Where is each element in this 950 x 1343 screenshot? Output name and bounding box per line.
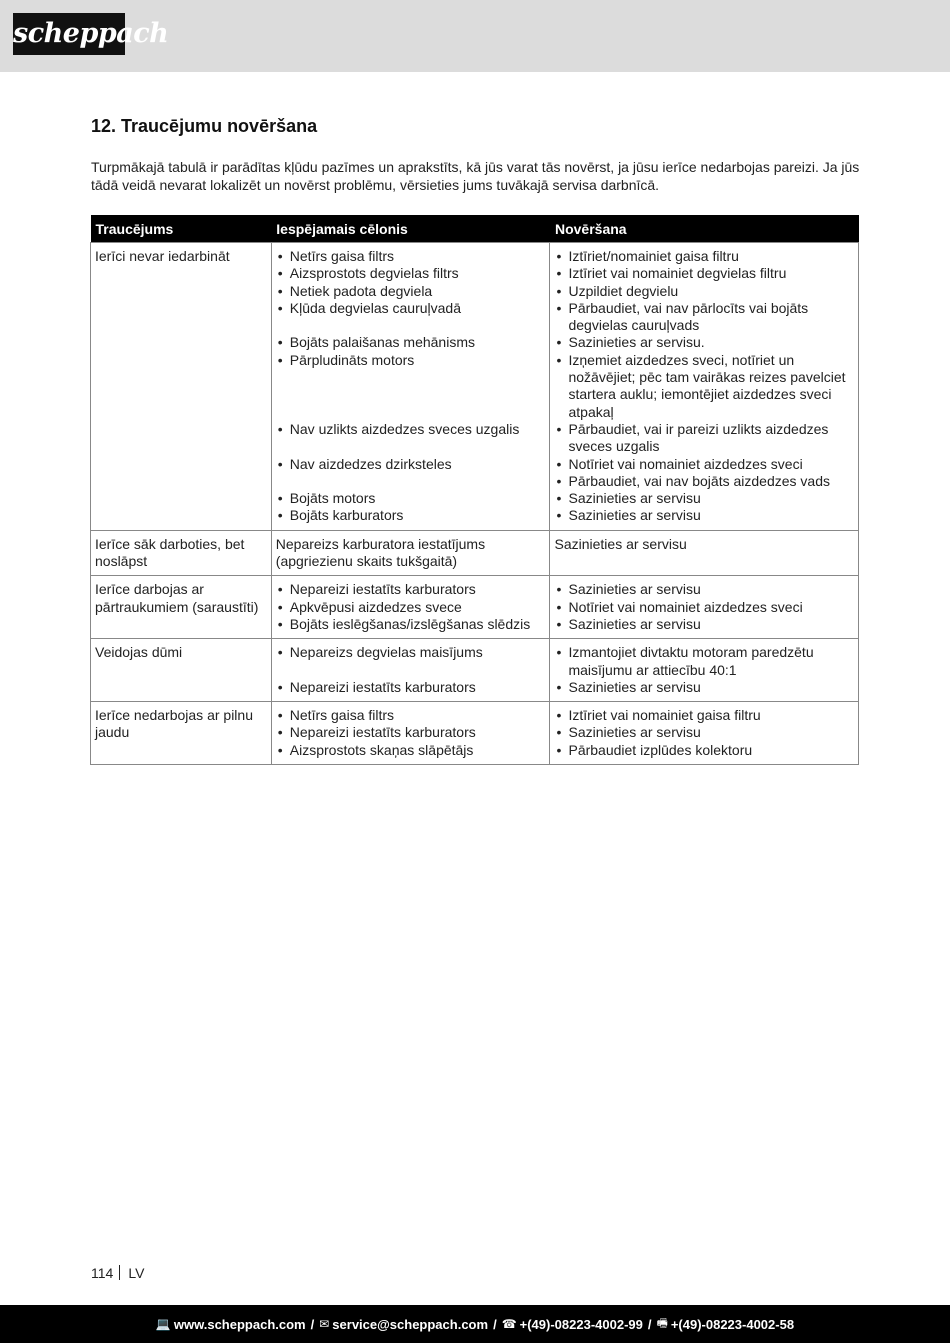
page-number-value: 114	[91, 1265, 114, 1281]
footer-email[interactable]: service@scheppach.com	[332, 1316, 489, 1332]
footer-phone: +(49)-08223-4002-99	[519, 1316, 643, 1332]
fault-cell: Ierīce sāk darboties, bet noslāpst	[91, 530, 272, 576]
cause-item-list	[276, 248, 546, 525]
remedy-cell	[550, 576, 859, 639]
page-number-divider	[119, 1265, 120, 1280]
cause-item: • Nav aizdedzes dzirksteles	[276, 456, 546, 473]
remedy-item: • Izmantojiet divtaktu motoram paredzētu maisījumu ar attiecību 40:1	[554, 644, 854, 679]
table-row	[91, 530, 859, 576]
remedy-item: • Iztīriet vai nomainiet degvielas filtru	[554, 265, 854, 282]
table-row	[91, 243, 859, 531]
cause-item: • Aizsprostots degvielas filtrs	[276, 265, 546, 282]
cause-item: • Bojāts motors	[276, 490, 546, 507]
cause-item: • Apkvēpusi aizdedzes svece	[276, 599, 546, 616]
list-spacer	[276, 369, 546, 386]
footer-fax: +(49)-08223-4002-58	[670, 1316, 795, 1332]
fault-cell: Ierīci nevar iedarbināt	[91, 243, 272, 531]
remedy-item: • Iztīriet/nomainiet gaisa filtru	[554, 248, 854, 265]
page-language: LV	[128, 1265, 145, 1281]
table-header-row	[91, 215, 859, 243]
section-number: 12.	[91, 116, 117, 136]
remedy-cell	[550, 639, 859, 702]
header-remedy: Novēršana	[550, 215, 859, 243]
list-spacer	[276, 404, 546, 421]
remedy-item: • Sazinieties ar servisu.	[554, 334, 854, 351]
remedy-item: • Pārbaudiet izplūdes kolektoru	[554, 742, 854, 759]
remedy-cell	[550, 243, 859, 531]
remedy-item: • Sazinieties ar servisu	[554, 616, 854, 633]
header-bar	[0, 0, 950, 72]
remedy-item: • Pārbaudiet, vai nav bojāts aizdedzes vads	[554, 473, 854, 490]
footer-separator: /	[493, 1316, 497, 1332]
remedy-item: • Sazinieties ar servisu	[554, 581, 854, 598]
phone-icon: ☎	[501, 1317, 517, 1331]
footer-website[interactable]: www.scheppach.com	[173, 1316, 306, 1332]
cause-item: • Nepareizi iestatīts karburators	[276, 581, 546, 598]
list-spacer	[276, 662, 546, 679]
table-row	[91, 639, 859, 702]
cause-item: • Aizsprostots skaņas slāpētājs	[276, 742, 546, 759]
scheppach-logo: scheppach	[13, 13, 125, 55]
cause-item: • Netīrs gaisa filtrs	[276, 707, 546, 724]
section-title	[91, 116, 317, 137]
header-cause: Iespējamais cēlonis	[271, 215, 550, 243]
cause-item: • Bojāts palaišanas mehānisms	[276, 334, 546, 351]
cause-cell	[271, 639, 550, 702]
remedy-item-list	[554, 707, 854, 759]
cause-cell	[271, 243, 550, 531]
email-icon: ✉	[319, 1317, 330, 1331]
fault-cell: Ierīce darbojas ar pārtraukumiem (saraustīti)	[91, 576, 272, 639]
computer-icon: 💻	[155, 1317, 171, 1331]
remedy-item: • Pārbaudiet, vai nav pārlocīts vai bojāts degvielas cauruļvads	[554, 300, 854, 335]
cause-item: • Pārpludināts motors	[276, 352, 546, 369]
remedy-item-list	[554, 581, 854, 633]
cause-cell	[271, 576, 550, 639]
remedy-item: • Sazinieties ar servisu	[554, 507, 854, 524]
header-fault: Traucējums	[91, 215, 272, 243]
remedy-item: • Notīriet vai nomainiet aizdedzes sveci	[554, 599, 854, 616]
remedy-item: • Iztīriet vai nomainiet gaisa filtru	[554, 707, 854, 724]
remedy-item: • Sazinieties ar servisu	[554, 724, 854, 741]
remedy-item: • Izņemiet aizdedzes sveci, notīriet un nožāvējiet; pēc tam vairākas reizes pavelciet startera auklu; iemontējiet aizdedzes sveci atpakaļ	[554, 352, 854, 421]
remedy-cell	[550, 702, 859, 765]
footer-separator: /	[310, 1316, 315, 1332]
intro-paragraph: Turpmākajā tabulā ir parādītas kļūdu pazīmes un aprakstīts, kā jūs varat tās novērst, ja jūsu ierīce nedarbojas pareizi. Ja jūs tādā veidā nevarat lokalizēt un novērst problēmu, vērsieties jums tuvākajā servisa darbnīcā.	[91, 159, 860, 193]
table-row	[91, 702, 859, 765]
cause-item-list	[276, 581, 546, 633]
fault-cell: Ierīce nedarbojas ar pilnu jaudu	[91, 702, 272, 765]
cause-item: • Nepareizi iestatīts karburators	[276, 679, 546, 696]
footer-bar	[0, 1305, 950, 1343]
footer-separator: /	[647, 1316, 652, 1332]
fax-icon: 🖷	[656, 1315, 668, 1330]
remedy-item: • Sazinieties ar servisu	[554, 490, 854, 507]
remedy-item-list	[554, 248, 854, 525]
cause-cell: Nepareizs karburatora iestatījums (apgriezienu skaits tukšgaitā)	[271, 530, 550, 576]
page-number	[91, 1265, 144, 1281]
cause-item: • Netīrs gaisa filtrs	[276, 248, 546, 265]
remedy-item: • Notīriet vai nomainiet aizdedzes sveci	[554, 456, 854, 473]
remedy-item: • Sazinieties ar servisu	[554, 679, 854, 696]
troubleshooting-table	[90, 215, 859, 765]
cause-cell	[271, 702, 550, 765]
cause-item: • Bojāts ieslēgšanas/izslēgšanas slēdzis	[276, 616, 546, 633]
cause-item: • Netiek padota degviela	[276, 283, 546, 300]
cause-item: • Bojāts karburators	[276, 507, 546, 524]
table-row	[91, 576, 859, 639]
remedy-cell: Sazinieties ar servisu	[550, 530, 859, 576]
remedy-item: • Uzpildiet degvielu	[554, 283, 854, 300]
remedy-item: • Pārbaudiet, vai ir pareizi uzlikts aizdedzes sveces uzgalis	[554, 421, 854, 456]
remedy-item-list	[554, 644, 854, 696]
cause-item: • Nepareizi iestatīts karburators	[276, 724, 546, 741]
cause-item: • Nav uzlikts aizdedzes sveces uzgalis	[276, 421, 546, 438]
cause-item: • Nepareizs degvielas maisījums	[276, 644, 546, 661]
cause-item-list	[276, 644, 546, 696]
cause-item: • Kļūda degvielas cauruļvadā	[276, 300, 546, 317]
cause-item-list	[276, 707, 546, 759]
list-spacer	[276, 473, 546, 490]
section-title-text: Traucējumu novēršana	[121, 116, 318, 136]
list-spacer	[276, 317, 546, 334]
list-spacer	[276, 386, 546, 403]
fault-cell: Veidojas dūmi	[91, 639, 272, 702]
list-spacer	[276, 438, 546, 455]
